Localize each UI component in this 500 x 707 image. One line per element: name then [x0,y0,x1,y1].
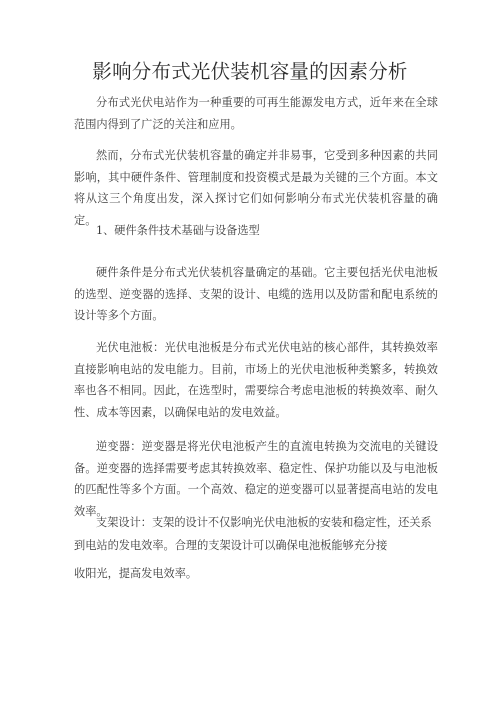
hardware-paragraph: 硬件条件是分布式光伏装机容量确定的基础。它主要包括光伏电池板的选型、逆变器的选择、支架的设计、电缆的选用以及防雷和配电系统的设计等多个方面。 [74,266,438,323]
inverter-paragraph: 逆变器：逆变器是将光伏电池板产生的直流电转换为交流电的关键设备。逆变器的选择需要考虑其转换效率、稳定性、保护功能以及与电池板的匹配性等多个方面。一个高效、稳定的逆变器可以显著提高电站的发电效率。 [74,440,438,518]
intro-paragraph-1: 分布式光伏电站作为一种重要的可再生能源发电方式，近年来在全球范围内得到了广泛的关注和应用。 [74,96,438,131]
document-title: 影响分布式光伏装机容量的因素分析 [92,60,408,83]
bracket-paragraph-line-1: 支架设计：支架的设计不仅影响光伏电池板的安装和稳定性，还关系 [96,516,432,529]
section-heading: 1、硬件条件技术基础与设备选型 [96,224,260,237]
bracket-paragraph-line-3: 收阳光，提高发电效率。 [74,567,198,580]
intro-paragraph-2: 然而，分布式光伏装机容量的确定并非易事，它受到多种因素的共同影响，其中硬件条件、管理制度和投资模式是最为关键的三个方面。本文将从这三个角度出发，深入探讨它们如何影响分布式光伏装机容量的确定。 [74,149,438,227]
pv-panel-paragraph: 光伏电池板：光伏电池板是分布式光伏电站的核心部件，其转换效率直接影响电站的发电能力。目前，市场上的光伏电池板种类繁多，转换效率也各不相同。因此，在选型时，需要综合考虑电池板的转换效率、耐久性、成本等因素，以确保电站的发电效益。 [74,341,438,419]
bracket-paragraph-line-2: 到电站的发电效率。合理的支架设计可以确保电池板能够充分接 [74,539,388,552]
